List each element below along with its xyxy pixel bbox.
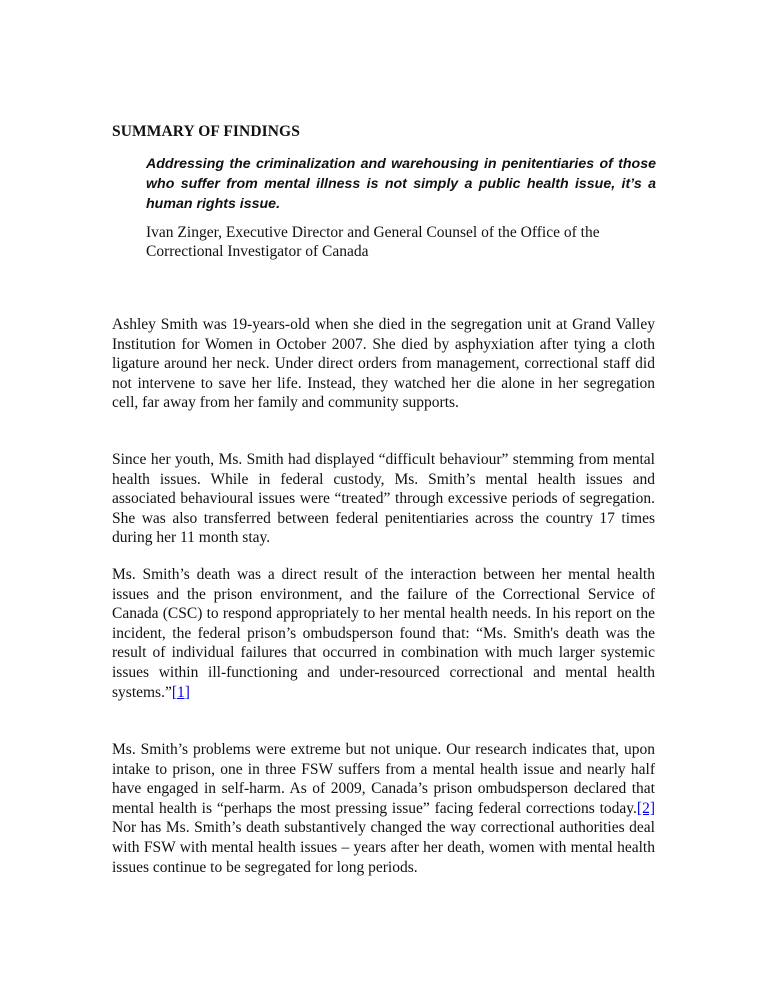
paragraph-4-text-b: Nor has Ms. Smith’s death substantively changed the way correctional authorities deal with FSW with mental health issues – years after her death, women with mental health issues continue to be segregated for long periods. bbox=[112, 819, 655, 876]
section-heading: SUMMARY OF FINDINGS bbox=[112, 123, 300, 140]
epigraph-attribution: Ivan Zinger, Executive Director and General Counsel of the Office of the Correctional Investigator of Canada bbox=[146, 224, 600, 260]
paragraph-1: Ashley Smith was 19-years-old when she died in the segregation unit at Grand Valley Institution for Women in October 2007. She died by asphyxiation after tying a cloth ligature around her neck. Under direct orders from management, correctional staff did not intervene to save her life. Instead, they watched her die alone in her segregation cell, far away from her family and community supports. bbox=[112, 316, 655, 412]
footnote-link-2[interactable]: [2] bbox=[636, 799, 655, 817]
paragraph-3 bbox=[112, 565, 655, 702]
paragraph-4-text-a: Ms. Smith’s problems were extreme but not unique. Our research indicates that, upon intake to prison, one in three FSW suffers from a mental health issue and nearly half have engaged in self-harm. As of 2009, Canada’s prison ombudsperson declared that mental health is “perhaps the most pressing issue” facing federal corrections today. bbox=[112, 741, 655, 817]
epigraph-quote: Addressing the criminalization and warehousing in penitentiaries of those who suffer from mental illness is not simply a public health issue, it’s a human rights issue. bbox=[146, 156, 656, 212]
paragraph-2: Since her youth, Ms. Smith had displayed “difficult behaviour” stemming from mental health issues. While in federal custody, Ms. Smith’s mental health issues and associated behavioural issues were “treated” through excessive periods of segregation. She was also transferred between federal penitentiaries across the country 17 times during her 11 month stay. bbox=[112, 451, 655, 547]
paragraph-3-text: Ms. Smith’s death was a direct result of the interaction between her mental health issues and the prison environment, and the failure of the Correctional Service of Canada (CSC) to respond appropriately to her mental health needs. In his report on the incident, the federal prison’s ombudsperson found that: “Ms. Smith's death was the result of individual failures that occurred in combination with much larger systemic issues within ill-functioning and under-resourced correctional and mental health systems.” bbox=[112, 566, 655, 701]
paragraph-4 bbox=[112, 740, 655, 877]
footnote-link-1[interactable]: [1] bbox=[171, 683, 190, 701]
